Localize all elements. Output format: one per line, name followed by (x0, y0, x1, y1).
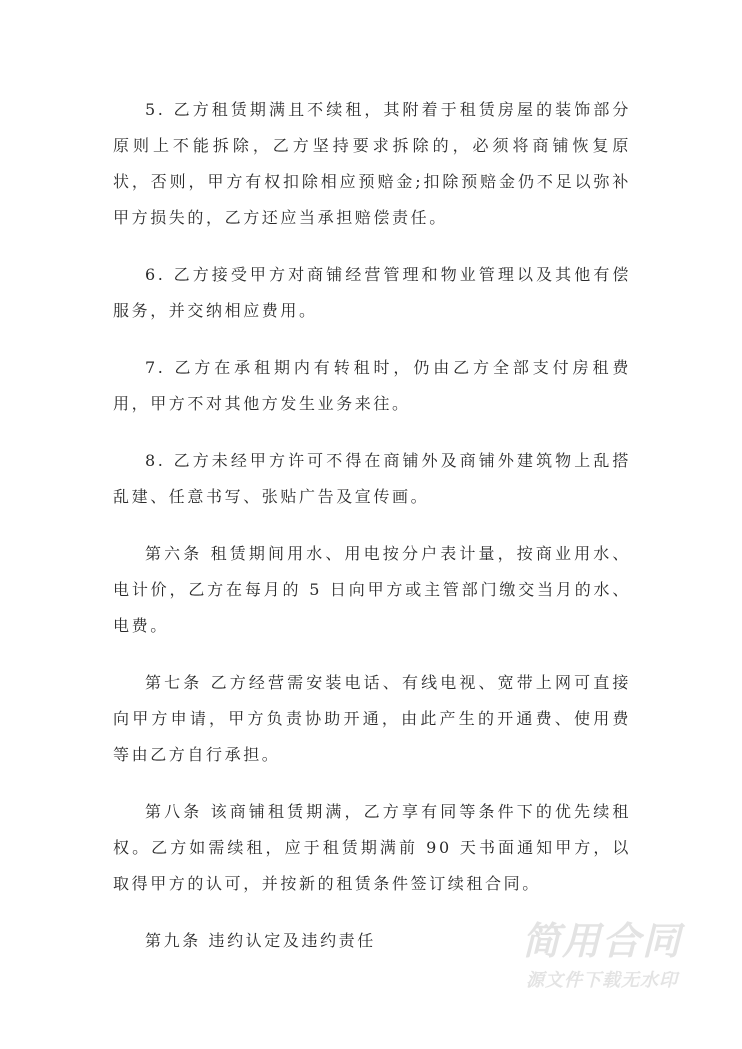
article-8-paragraph: 第八条 该商铺租赁期满，乙方享有同等条件下的优先续租权。乙方如需续租，应于租赁期满前 90 天书面通知甲方，以取得甲方的认可，并按新的租赁条件签订续租合同。 (113, 802, 631, 893)
document-page (113, 92, 631, 980)
clause-6-paragraph: 6. 乙方接受甲方对商铺经营管理和物业管理以及其他有偿服务，并交纳相应费用。 (113, 265, 631, 320)
watermark (512, 918, 692, 994)
clause-5-paragraph: 5. 乙方租赁期满且不续租，其附着于租赁房屋的装饰部分原则上不能拆除，乙方坚持要求拆除的，必须将商铺恢复原状，否则，甲方有权扣除相应预赔金;扣除预赔金仍不足以弥补甲方损失的，乙方还应当承担赔偿责任。 (113, 100, 631, 227)
article-7-paragraph: 第七条 乙方经营需安装电话、有线电视、宽带上网可直接向甲方申请，甲方负责协助开通，由此产生的开通费、使用费等由乙方自行承担。 (113, 673, 631, 764)
watermark-title: 简用合同 (521, 919, 682, 963)
article-9-heading: 第九条 违约认定及违约责任 (145, 931, 376, 950)
watermark-subtitle: 源文件下载无水印 (526, 970, 678, 991)
article-6-paragraph: 第六条 租赁期间用水、用电按分户表计量，按商业用水、电计价，乙方在每月的 5 日向甲方或主管部门缴交当月的水、电费。 (113, 544, 631, 635)
clause-8-paragraph: 8. 乙方未经甲方许可不得在商铺外及商铺外建筑物上乱搭乱建、任意书写、张贴广告及宣传画。 (113, 451, 631, 506)
clause-7-paragraph: 7. 乙方在承租期内有转租时，仍由乙方全部支付房租费用，甲方不对其他方发生业务来往。 (113, 358, 631, 413)
